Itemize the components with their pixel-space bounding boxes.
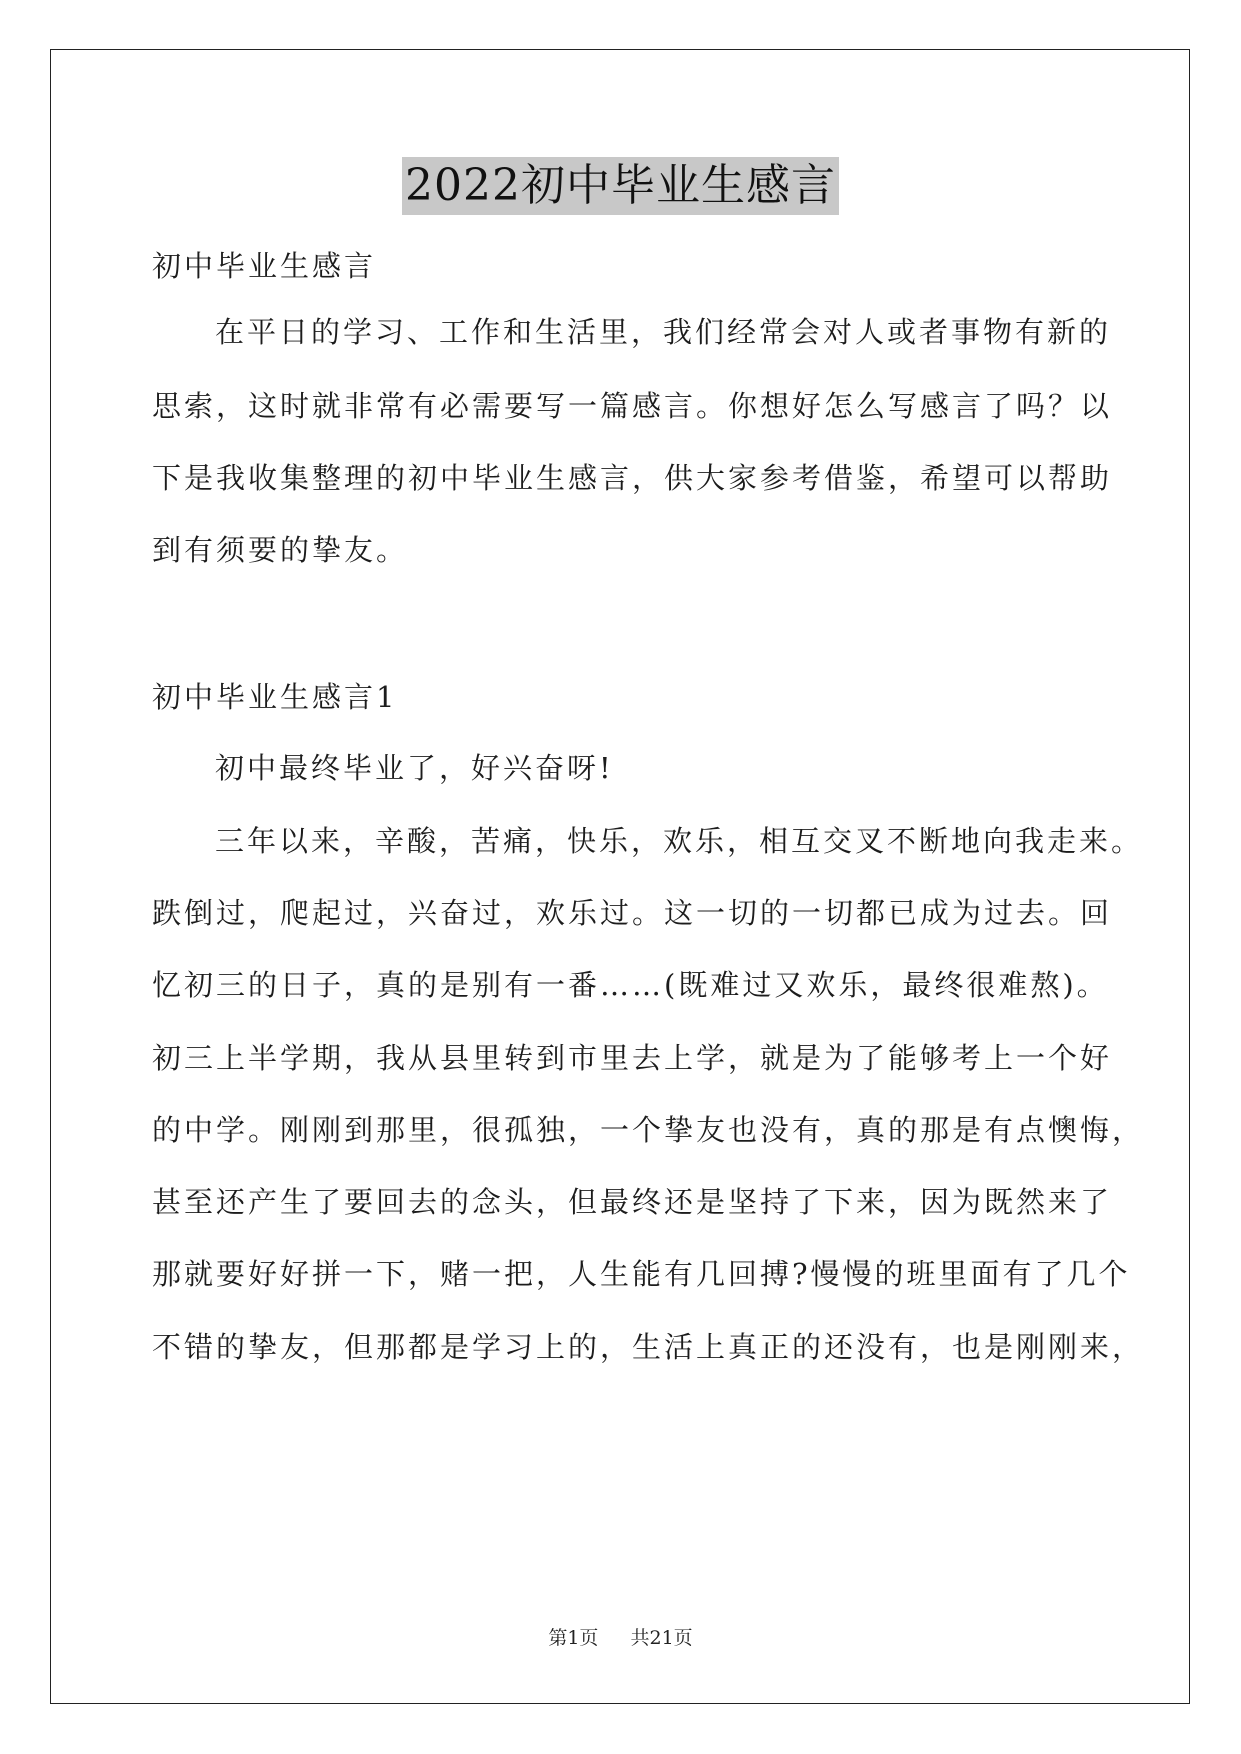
paragraph-line: 不错的挚友，但那都是学习上的，生活上真正的还没有，也是刚刚来， [152, 1330, 1145, 1364]
paragraph-line: 那就要好好拼一下，赌一把，人生能有几回搏?慢慢的班里面有了几个 [152, 1257, 1131, 1291]
paragraph-line: 的中学。刚刚到那里，很孤独，一个挚友也没有，真的那是有点懊悔， [152, 1113, 1145, 1147]
paragraph-line: 甚至还产生了要回去的念头，但最终还是坚持了下来，因为既然来了 [152, 1185, 1113, 1219]
intro-line: 下是我收集整理的初中毕业生感言，供大家参考借鉴，希望可以帮助 [152, 461, 1113, 495]
paragraph-line: 三年以来，辛酸，苦痛，快乐，欢乐，相互交叉不断地向我走来。 [215, 824, 1144, 858]
intro-line: 在平日的学习、工作和生活里，我们经常会对人或者事物有新的 [215, 315, 1112, 349]
title-container [0, 157, 1241, 215]
section-heading: 初中毕业生感言1 [152, 680, 398, 714]
page-border [50, 49, 1190, 1704]
paragraph-line: 初三上半学期，我从县里转到市里去上学，就是为了能够考上一个好 [152, 1041, 1113, 1075]
paragraph-line: 跌倒过，爬起过，兴奋过，欢乐过。这一切的一切都已成为过去。回 [152, 896, 1113, 930]
paragraph-line: 初中最终毕业了，好兴奋呀! [215, 751, 614, 785]
page-footer [0, 1626, 1241, 1650]
page-total: 共21页 [630, 1627, 693, 1649]
intro-line: 思索，这时就非常有必需要写一篇感言。你想好怎么写感言了吗？以 [152, 389, 1113, 423]
page-number: 第1页 [548, 1627, 599, 1649]
paragraph-line: 忆初三的日子，真的是别有一番……(既难过又欢乐，最终很难熬)。 [152, 968, 1109, 1002]
document-title: 2022初中毕业生感言 [402, 157, 839, 215]
subtitle: 初中毕业生感言 [152, 249, 377, 283]
intro-line: 到有须要的挚友。 [152, 533, 409, 567]
